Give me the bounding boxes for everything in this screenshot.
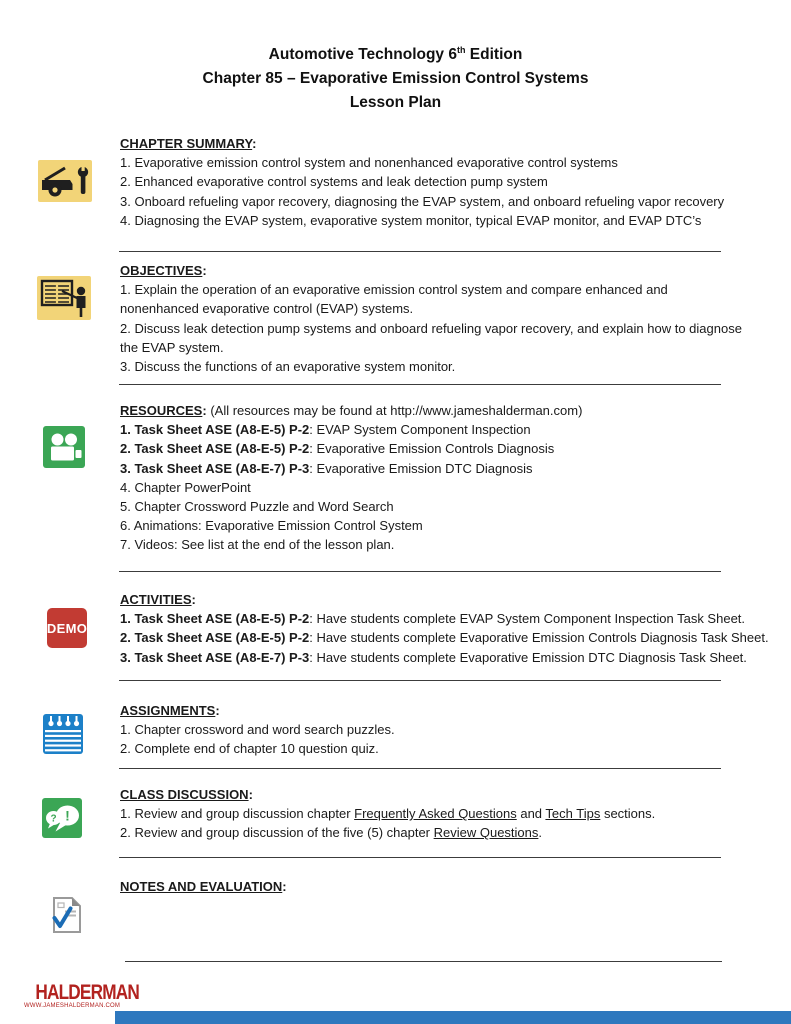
section-class-discussion xyxy=(120,785,770,843)
section-heading: ACTIVITIES: xyxy=(120,592,196,607)
svg-text:!: ! xyxy=(65,807,70,824)
car-repair-icon xyxy=(38,160,92,202)
section-heading: CLASS DISCUSSION: xyxy=(120,787,253,802)
list-item: 4. Chapter PowerPoint xyxy=(120,479,251,495)
list-item: 3. Onboard refueling vapor recovery, diagnosing the EVAP system, and onboard refueling vapor recovery xyxy=(120,193,725,209)
list-item: 3. Discuss the functions of an evaporative system monitor. xyxy=(120,359,456,375)
section-heading: ASSIGNMENTS: xyxy=(120,703,220,718)
section-activities xyxy=(120,590,788,667)
list-item: 5. Chapter Crossword Puzzle and Word Search xyxy=(120,499,394,515)
list-item: 2. Complete end of chapter 10 question quiz. xyxy=(120,741,379,757)
section-divider xyxy=(119,571,721,572)
section-notes-evaluation xyxy=(120,877,770,896)
title-line-2: Chapter 85 – Evaporative Emission Control Systems xyxy=(202,70,589,88)
review-questions-reference: Review Questions xyxy=(433,825,539,841)
title-edition-post: Edition xyxy=(465,46,523,64)
halderman-logo xyxy=(24,981,139,1009)
list-item: 1. Evaporative emission control system and nonenhanced evaporative control systems xyxy=(120,155,618,171)
section-heading: NOTES AND EVALUATION: xyxy=(120,879,287,894)
section-divider xyxy=(119,680,721,681)
document-check-icon xyxy=(47,895,87,937)
demo-badge-label: DEMO xyxy=(46,620,88,636)
section-heading: OBJECTIVES: xyxy=(120,263,207,278)
section-heading: CHAPTER SUMMARY: xyxy=(120,136,257,151)
section-divider xyxy=(119,251,721,252)
resources-note: (All resources may be found at http://www.jameshalderman.com) xyxy=(206,403,583,418)
list-item: 7. Videos: See list at the end of the lesson plan. xyxy=(120,537,395,553)
list-item: 2. Task Sheet ASE (A8-E-5) P-2: Evaporative Emission Controls Diagnosis xyxy=(120,441,555,457)
section-divider xyxy=(119,768,721,769)
list-item: 2. Task Sheet ASE (A8-E-5) P-2: Have students complete Evaporative Emission Controls Diagnosis Task Sheet. xyxy=(120,630,769,646)
section-chapter-summary xyxy=(120,134,770,230)
halderman-logo-text: HALDERMAN xyxy=(35,981,139,1004)
document-title xyxy=(0,38,791,115)
notes-writing-line xyxy=(125,961,722,962)
section-resources xyxy=(120,401,770,555)
title-edition-pre: Automotive Technology 6 xyxy=(268,46,457,64)
instructor-presentation-icon xyxy=(37,276,91,320)
list-item: 1. Explain the operation of an evaporative emission control system and compare enhanced and nonenhanced evaporative control (EVAP) systems. xyxy=(120,282,668,317)
demo-badge-icon xyxy=(47,608,87,648)
title-line-1 xyxy=(0,38,791,67)
notepad-icon xyxy=(42,710,84,756)
footer-accent-bar xyxy=(115,1011,791,1024)
section-assignments xyxy=(120,701,770,759)
section-objectives xyxy=(120,261,748,376)
list-item: 2. Discuss leak detection pump systems and onboard refueling vapor recovery, and explain how to diagnose the EVAP system. xyxy=(120,320,742,355)
svg-text:?: ? xyxy=(50,813,57,825)
section-divider xyxy=(119,384,721,385)
list-item: 3. Task Sheet ASE (A8-E-7) P-3: Evaporative Emission DTC Diagnosis xyxy=(120,460,533,476)
list-item: 1. Review and group discussion chapter Frequently Asked Questions and Tech Tips sections. xyxy=(120,806,656,822)
discussion-bubbles-icon xyxy=(42,798,82,838)
list-item: 4. Diagnosing the EVAP system, evaporative system monitor, typical EVAP monitor, and EVAP DTC’s xyxy=(120,212,702,228)
section-heading: RESOURCES: (All resources may be found at http://www.jameshalderman.com) xyxy=(120,403,583,418)
section-divider xyxy=(119,857,721,858)
list-item: 3. Task Sheet ASE (A8-E-7) P-3: Have students complete Evaporative Emission DTC Diagnosis Task Sheet. xyxy=(120,649,747,665)
video-camera-icon xyxy=(43,426,85,468)
list-item: 2. Review and group discussion of the five (5) chapter Review Questions. xyxy=(120,825,543,841)
title-edition-sup: th xyxy=(456,45,466,55)
list-item: 1. Chapter crossword and word search puzzles. xyxy=(120,722,395,738)
list-item: 6. Animations: Evaporative Emission Control System xyxy=(120,518,423,534)
title-line-3: Lesson Plan xyxy=(349,94,442,112)
list-item: 2. Enhanced evaporative control systems and leak detection pump system xyxy=(120,174,548,190)
tech-tips-reference: Tech Tips xyxy=(545,806,601,822)
halderman-logo-url: WWW.JAMESHALDERMAN.COM xyxy=(24,1003,121,1009)
list-item: 1. Task Sheet ASE (A8-E-5) P-2: EVAP System Component Inspection xyxy=(120,422,531,438)
list-item: 1. Task Sheet ASE (A8-E-5) P-2: Have students complete EVAP System Component Inspection Task Sheet. xyxy=(120,611,746,627)
faq-reference: Frequently Asked Questions xyxy=(354,806,517,822)
